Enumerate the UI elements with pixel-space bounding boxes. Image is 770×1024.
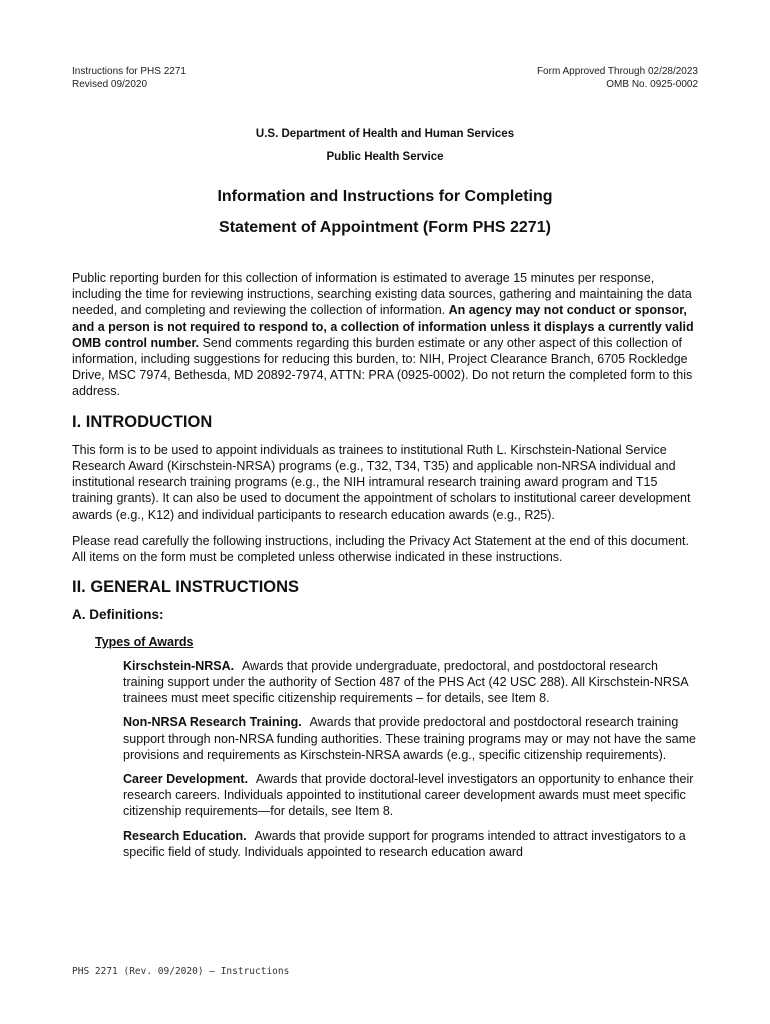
definition-text: Awards that provide support for programs intended to attract investigators to a specific field of study. Individuals appointed to research education award [123, 828, 686, 859]
general-instructions-heading: II. GENERAL INSTRUCTIONS [72, 578, 300, 597]
form-approved-through: Form Approved Through 02/28/2023 [536, 66, 698, 77]
definition-text: Awards that provide doctoral-level investigators an opportunity to enhance their research careers. Individuals appointed to institutional career development awards must meet specific citizenship requirements—for details, see Item 8. [123, 772, 694, 819]
definition-item [123, 714, 698, 763]
definition-term: Kirschstein-NRSA. [123, 658, 235, 673]
burden-statement [72, 270, 698, 400]
definition-term: Career Development. [123, 772, 249, 787]
definition-text: Awards that provide undergraduate, predoctoral, and postdoctoral research training support under the authority of Section 487 of the PHS Act (42 USC 288). All Kirschstein-NRSA trainees must meet specific citizenship requirements – for details, see Item 8. [123, 658, 688, 706]
header-left [72, 65, 186, 91]
burden-text-before: Public reporting burden for this collection of information is estimated to average 15 minutes per response, including the time for reviewing instructions, searching existing data sources, gathering and maintaining the data needed, and completing and reviewing the collection of information. [72, 271, 692, 318]
document-body [72, 270, 698, 868]
types-of-awards-heading: Types of Awards [95, 634, 194, 649]
page-footer: PHS 2271 (Rev. 09/2020) — Instructions [72, 966, 290, 977]
burden-text-bold: An agency may not conduct or sponsor, and a person is not required to respond to, a collection of information unless it displays a currently valid OMB control number. [72, 303, 694, 350]
omb-number: OMB No. 0925-0002 [606, 79, 698, 90]
document-title-line1: Information and Instructions for Completing [217, 188, 553, 205]
introduction-heading: I. INTRODUCTION [72, 412, 213, 431]
header-right [537, 65, 698, 91]
definition-term: Non-NRSA Research Training. [123, 715, 302, 730]
definition-item [123, 828, 698, 860]
definition-text: Awards that provide predoctoral and postdoctoral research training support through non-NRSA funding authorities. These training programs may or may not have the same provisions and requirements as Kirschstein-NRSA awards (e.g., specific citizenship requirements). [123, 715, 696, 762]
revised-date: Revised 09/2020 [72, 79, 148, 90]
introduction-paragraph-1: This form is to be used to appoint individuals as trainees to institutional Ruth L. Kirschstein-National Service Research Award (Kirschstein-NRSA) programs (e.g., T32, T34, T35) and applicable non-NRSA individual and institutional research training programs (e.g., the NIH intramural research training award program and T15 training grants). It can also be used to document the appointment of scholars to institutional career development awards (e.g., K12) and individual participants to research education awards (e.g., R25). [72, 442, 691, 522]
department-name: U.S. Department of Health and Human Services [255, 128, 515, 140]
introduction-paragraph-2: Please read carefully the following instructions, including the Privacy Act Statement at the end of this document. All items on the form must be completed unless otherwise indicated in these instructions. [72, 533, 690, 565]
document-title-line2: Statement of Appointment (Form PHS 2271) [219, 219, 551, 236]
definitions-subheading: A. Definitions: [72, 607, 164, 623]
definition-term: Research Education. [123, 828, 247, 843]
burden-text-after: Send comments regarding this burden estimate or any other aspect of this collection of information, including suggestions for reducing this burden, to: NIH, Project Clearance Branch, 6705 Rockledge Drive, MSC 7974, Bethesda, MD 20892-7974, ATTN: PRA (0925-0002). Do not return the completed form to this address. [72, 335, 693, 399]
definition-item [123, 771, 698, 820]
form-instructions-label: Instructions for PHS 2271 [72, 66, 186, 77]
definition-item [123, 658, 698, 707]
service-name: Public Health Service [326, 151, 444, 163]
